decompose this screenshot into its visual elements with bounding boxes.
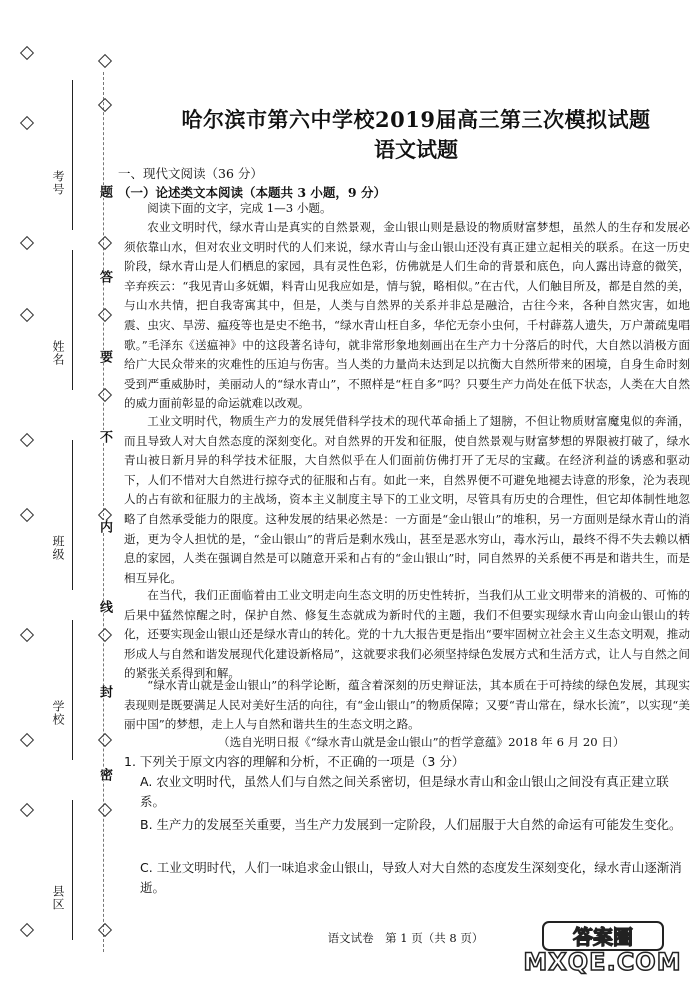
exam-title: 哈尔滨市第六中学校2019届高三第三次模拟试题 <box>181 107 651 132</box>
option-text: 工业文明时代，人们一味追求金山银山，导致人对大自然的态度发生深刻变化，绿水青山逐渐消逝。 <box>140 860 682 895</box>
exam-no-field[interactable] <box>72 80 73 230</box>
county-field[interactable] <box>72 800 73 940</box>
name-field[interactable] <box>72 250 73 390</box>
diamond-marker <box>98 733 112 747</box>
diamond-marker <box>20 508 34 522</box>
name-label: 姓名 <box>51 340 65 366</box>
seal-char: 不 <box>97 430 112 443</box>
diamond-marker <box>20 236 34 250</box>
seal-char: 题 <box>97 185 112 198</box>
class-field[interactable] <box>72 440 73 590</box>
diamond-marker <box>20 803 34 817</box>
diamond-marker <box>98 803 112 817</box>
option-c[interactable] <box>140 858 690 898</box>
diamond-marker <box>98 236 112 250</box>
diamond-marker <box>98 628 112 642</box>
diamond-marker <box>20 733 34 747</box>
section-heading: 一、现代文阅读（36 分） <box>118 166 263 181</box>
seal-char: 要 <box>97 350 112 363</box>
diamond-marker <box>98 308 112 322</box>
exam-no-label: 考号 <box>51 170 65 196</box>
diamond-marker <box>20 46 34 60</box>
diamond-marker <box>98 54 112 68</box>
site-watermark <box>515 920 690 978</box>
binding-margin <box>0 0 118 982</box>
option-letter: A. <box>140 774 153 789</box>
county-label: 县区 <box>51 885 65 911</box>
question-stem: 1. 下列关于原文内容的理解和分析，不正确的一项是（3 分） <box>124 754 465 769</box>
seal-char: 密 <box>97 768 112 781</box>
diamond-marker <box>20 308 34 322</box>
school-label: 学校 <box>51 700 65 726</box>
class-label: 班级 <box>51 535 65 561</box>
passage-paragraph: 农业文明时代，绿水青山是真实的自然景观，金山银山则是悬设的物质财富梦想，虽然人的生存和发展必须依靠山水，但对农业文明时代的人们来说，绿水青山与金山银山还没有真正建立起相关的联系。在这一历史阶段，绿水青山是人们栖息的家园，具有灵性色彩，仿佛就是人们生命的背景和底色，向人露出诗意的微笑，辛弃疾云：“我见青山多妩媚，料青山见我应如是，情与貌，略相似。”在古代，人们触目所及，都是自然的美，与山水共情，把自我寄寓其中，但是，人类与自然界的关系并非总是融洽，古往今来，各种自然灾害，如地震、虫灾、旱涝、瘟疫等也是史不绝书，“绿水青山枉自多，华佗无奈小虫何，千村薜荔人遗失，万户萧疏鬼唱歌。”毛泽东《送瘟神》中的这段著名诗句，就非常形象地刻画出在生产力十分落后的时代，大自然以消极方面给广大民众带来的灾难性的压迫与伤害。当人类的力量尚未达到足以抗衡大自然所带来的困境，自身生命时刻受到严重威胁时，美丽动人的“绿水青山”，不照样是“枉自多”吗？只要生产力尚处在低下状态，人类在大自然的威力面前彰显的命运就难以改观。 <box>124 220 690 411</box>
diamond-marker <box>20 923 34 937</box>
instruction: 阅读下面的文字，完成 1—3 小题。 <box>147 201 332 215</box>
diamond-marker <box>98 388 112 402</box>
passage-paragraph: 工业文明时代，物质生产力的发展凭借科学技术的现代革命插上了翅膀，不但让物质财富魔鬼似的奔涌，而且导致人对大自然态度的深刻变化。对自然界的开发和征服，使自然景观与财富梦想的界限被打破了，绿水青山被日新月异的科学技术征服，大自然似乎在人们面前仿佛打开了无尽的宝藏。在经济利益的诱惑和驱动下，人们不惜对大自然进行掠夺式的征服和占有。如此一来，自然界便不可避免地褪去诗意的形象，沦为表现人的占有欲和征服力的主战场，资本主义制度主导下的工业文明，尽管具有历史的合理性，但它却体制性地忽略了自然承受能力的限度。这种发展的结果必然是：一方面是“金山银山”的堆积，另一方面则是绿水青山的消逝，更为令人担忧的是，“金山银山”的背后是剩水残山，甚至是恶水穷山，毒水污山，最终不得不失去赖以栖息的家园，人类在强调自然是可以随意开采和占有的“金山银山”时，同自然界的关系便不再是和谐共生，而是相互异化。 <box>124 414 690 585</box>
diamond-marker <box>20 628 34 642</box>
option-b[interactable] <box>140 815 690 835</box>
part-heading: （一）论述类文本阅读（本题共 3 小题，9 分） <box>118 185 386 200</box>
passage-paragraph: “绿水青山就是金山银山”的科学论断，蕴含着深刻的历史辩证法，其本质在于可持续的绿色发展，其现实表现则是既要满足人民对美好生活的向往，有“金山银山”的物质保障；又要“青山常在，绿水长流”，以实现“美丽中国”的梦想，走上人与自然和谐共生的生态文明之路。 <box>124 678 690 732</box>
option-text: 农业文明时代，虽然人们与自然之间关系密切，但是绿水青山和金山银山之间没有真正建立联系。 <box>140 774 669 809</box>
diamond-marker <box>98 923 112 937</box>
watermark-url: MXQE.COM <box>523 948 682 976</box>
option-text: 生产力的发展至关重要，当生产力发展到一定阶段，人们屈服于大自然的命运有可能发生变化。 <box>156 817 682 832</box>
source-citation: （选自光明日报《“绿水青山就是金山银山”的哲学意蕴》2018 年 6 月 20 日） <box>218 735 625 749</box>
option-letter: C. <box>140 860 153 875</box>
school-field[interactable] <box>72 620 73 760</box>
seal-char: 线 <box>97 600 112 613</box>
watermark-logo-text: 答案圈 <box>573 925 633 949</box>
option-a[interactable] <box>140 772 690 812</box>
diamond-marker <box>20 116 34 130</box>
seal-char: 答 <box>97 270 112 283</box>
diamond-marker <box>98 98 112 112</box>
option-letter: B. <box>140 817 153 832</box>
seal-char: 内 <box>97 520 112 533</box>
page-footer: 语文试卷 第 1 页（共 8 页） <box>327 931 484 945</box>
diamond-marker <box>20 433 34 447</box>
seal-char: 封 <box>97 685 112 698</box>
exam-subtitle: 语文试题 <box>374 137 458 162</box>
passage-paragraph: 在当代，我们正面临着由工业文明走向生态文明的历史性转折，当我们从工业文明带来的消极的、可怖的后果中猛然惊醒之时，保护自然、修复生态就成为新时代的主题，我们不但要实现绿水青山向金山银山的转化，还要实现金山银山还是绿水青山的转化。党的十九大报告更是指出“要牢固树立社会主义生态文明观，推动形成人与自然和谐发展现代化建设新格局”，这就要求我们必须坚持绿色发展方式和生活方式，让人与自然之间的紧张关系得到和解。 <box>124 588 690 681</box>
